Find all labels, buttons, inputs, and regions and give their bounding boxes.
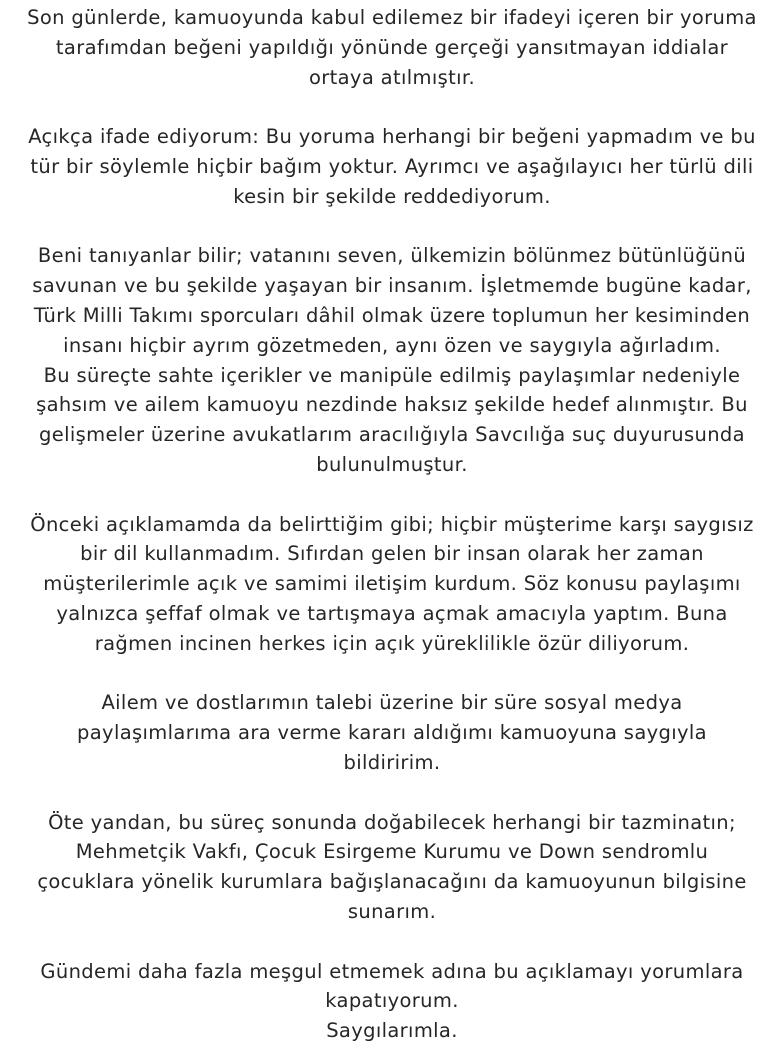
text-line: Beni tanıyanlar bilir; vatanını seven, ülkemizin bölünmez bütünlüğünü xyxy=(37,244,747,268)
paragraph-apology xyxy=(14,510,770,659)
text-line: Son günlerde, kamuoyunda kabul edilemez bir ifadeyi içeren bir yoruma xyxy=(27,6,757,29)
text-line: Gündemi daha fazla meşgul etmemek adına bu açıklamayı yorumlara xyxy=(40,959,744,983)
text-line: yalnızca şeffaf olmak ve tartışmaya açmak amacıyla yaptım. Buna xyxy=(56,601,728,625)
text-line: Mehmetçik Vakfı, Çocuk Esirgeme Kurumu ve Down sendromlu xyxy=(75,840,709,864)
text-line: Açıkça ifade ediyorum: Bu yoruma herhangi bir beğeni yapmadım ve bu xyxy=(28,125,756,149)
text-line: ortaya atılmıştır. xyxy=(308,65,476,89)
paragraph-social-media-break xyxy=(14,688,770,777)
text-line: paylaşımlarıma ara verme kararı aldığımı kamuoyuna saygıyla xyxy=(77,721,707,745)
closing-signoff: Saygılarımla. xyxy=(326,1019,458,1043)
text-line: Bu süreçte sahte içerikler ve manipüle edilmiş paylaşımlar nedeniyle xyxy=(43,363,741,387)
text-line: Türk Milli Takımı sporcuları dâhil olmak üzere toplumun her kesiminden xyxy=(33,303,751,327)
text-line: şahsım ve ailem kamuoyu nezdinde haksız şekilde hedef alınmıştır. Bu xyxy=(36,393,748,417)
text-line: gelişmeler üzerine avukatlarım aracılığıyla Savcılığa suç duyurusunda xyxy=(39,423,745,447)
paragraph-background xyxy=(14,241,770,479)
text-line: tür bir söylemle hiçbir bağım yoktur. Ayrımcı ve aşağılayıcı her türlü dili xyxy=(30,154,754,178)
paragraph-allegations xyxy=(14,3,770,92)
text-line: çocuklara yönelik kurumlara bağışlanacağını da kamuoyunun bilgisine xyxy=(37,870,747,894)
text-line: rağmen incinen herkes için açık yüreklilikle özür diliyorum. xyxy=(94,631,690,655)
text-line: savunan ve bu şekilde yaşayan bir insanım. İşletmemde bugüne kadar, xyxy=(32,274,752,298)
text-line: bildiririm. xyxy=(343,750,441,774)
text-line: tarafımdan beğeni yapıldığı yönünde gerçeği yansıtmayan iddialar xyxy=(55,35,729,59)
text-line: Ailem ve dostlarımın talebi üzerine bir süre sosyal medya xyxy=(101,691,683,715)
paragraph-donation xyxy=(14,808,770,927)
text-line: bir dil kullanmadım. Sıfırdan gelen bir insan olarak her zaman xyxy=(80,542,704,566)
text-line: kapatıyorum. xyxy=(325,989,459,1013)
paragraph-closing xyxy=(14,957,770,1046)
text-line: bulunulmuştur. xyxy=(316,452,468,476)
text-line: insanı hiçbir ayrım gözetmeden, aynı özen ve saygıyla ağırladım. xyxy=(63,333,721,357)
text-line: sunarım. xyxy=(347,899,437,923)
text-line: kesin bir şekilde reddediyorum. xyxy=(233,184,551,208)
text-line: müşterilerimle açık ve samimi iletişim kurdum. Söz konusu paylaşımı xyxy=(43,572,741,596)
paragraph-denial xyxy=(14,122,770,211)
text-line: Öte yandan, bu süreç sonunda doğabilecek herhangi bir tazminatın; xyxy=(48,810,736,834)
text-line: Önceki açıklamamda da belirttiğim gibi; hiçbir müşterime karşı saygısız xyxy=(30,512,754,536)
